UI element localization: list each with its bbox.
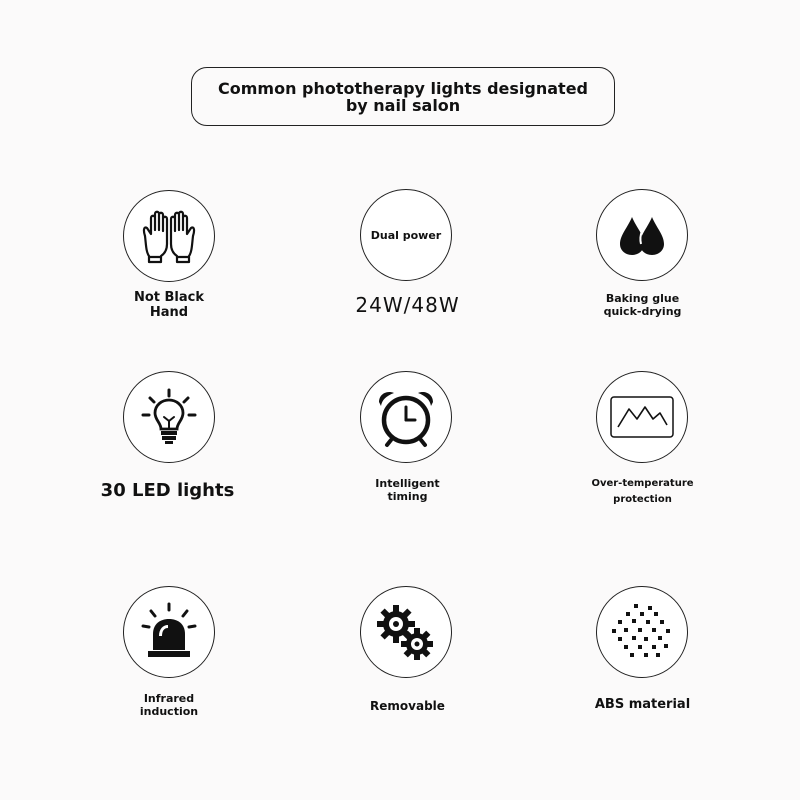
feature-label-over-temperature: Over-temperature protection xyxy=(591,478,694,505)
gears-icon xyxy=(374,600,438,664)
water-drops-icon xyxy=(610,203,674,267)
feature-label-infrared-induction: Infrared induction xyxy=(139,692,199,718)
feature-circle-over-temperature xyxy=(596,371,688,463)
temperature-chart-icon xyxy=(610,385,674,449)
particles-icon xyxy=(610,600,674,664)
feature-label-abs-material: ABS material xyxy=(594,697,691,712)
feature-label-baking-glue: Baking glue quick-drying xyxy=(603,292,682,318)
feature-circle-not-black-hand xyxy=(123,190,215,282)
feature-circle-infrared-induction xyxy=(123,586,215,678)
gloves-icon xyxy=(137,204,201,268)
feature-label-not-black-hand: Not Black Hand xyxy=(133,290,205,320)
feature-circle-intelligent-timing xyxy=(360,371,452,463)
feature-label-intelligent-timing: Intelligent timing xyxy=(375,477,440,503)
feature-circle-abs-material xyxy=(596,586,688,678)
feature-circle-dual-power xyxy=(360,189,452,281)
feature-label-wattage: 24W/48W xyxy=(355,293,460,317)
feature-circle-baking-glue xyxy=(596,189,688,281)
feature-label-led-lights: 30 LED lights xyxy=(100,480,235,501)
light-bulb-icon xyxy=(137,385,201,449)
title-box xyxy=(191,67,615,126)
siren-light-icon xyxy=(137,600,201,664)
page-title: Common phototherapy lights designated by nail salon xyxy=(218,78,588,115)
feature-circle-removable xyxy=(360,586,452,678)
feature-label-removable: Removable xyxy=(370,699,445,713)
alarm-clock-icon xyxy=(374,385,438,449)
dual-power-text: Dual power xyxy=(370,228,442,242)
feature-circle-led-lights xyxy=(123,371,215,463)
